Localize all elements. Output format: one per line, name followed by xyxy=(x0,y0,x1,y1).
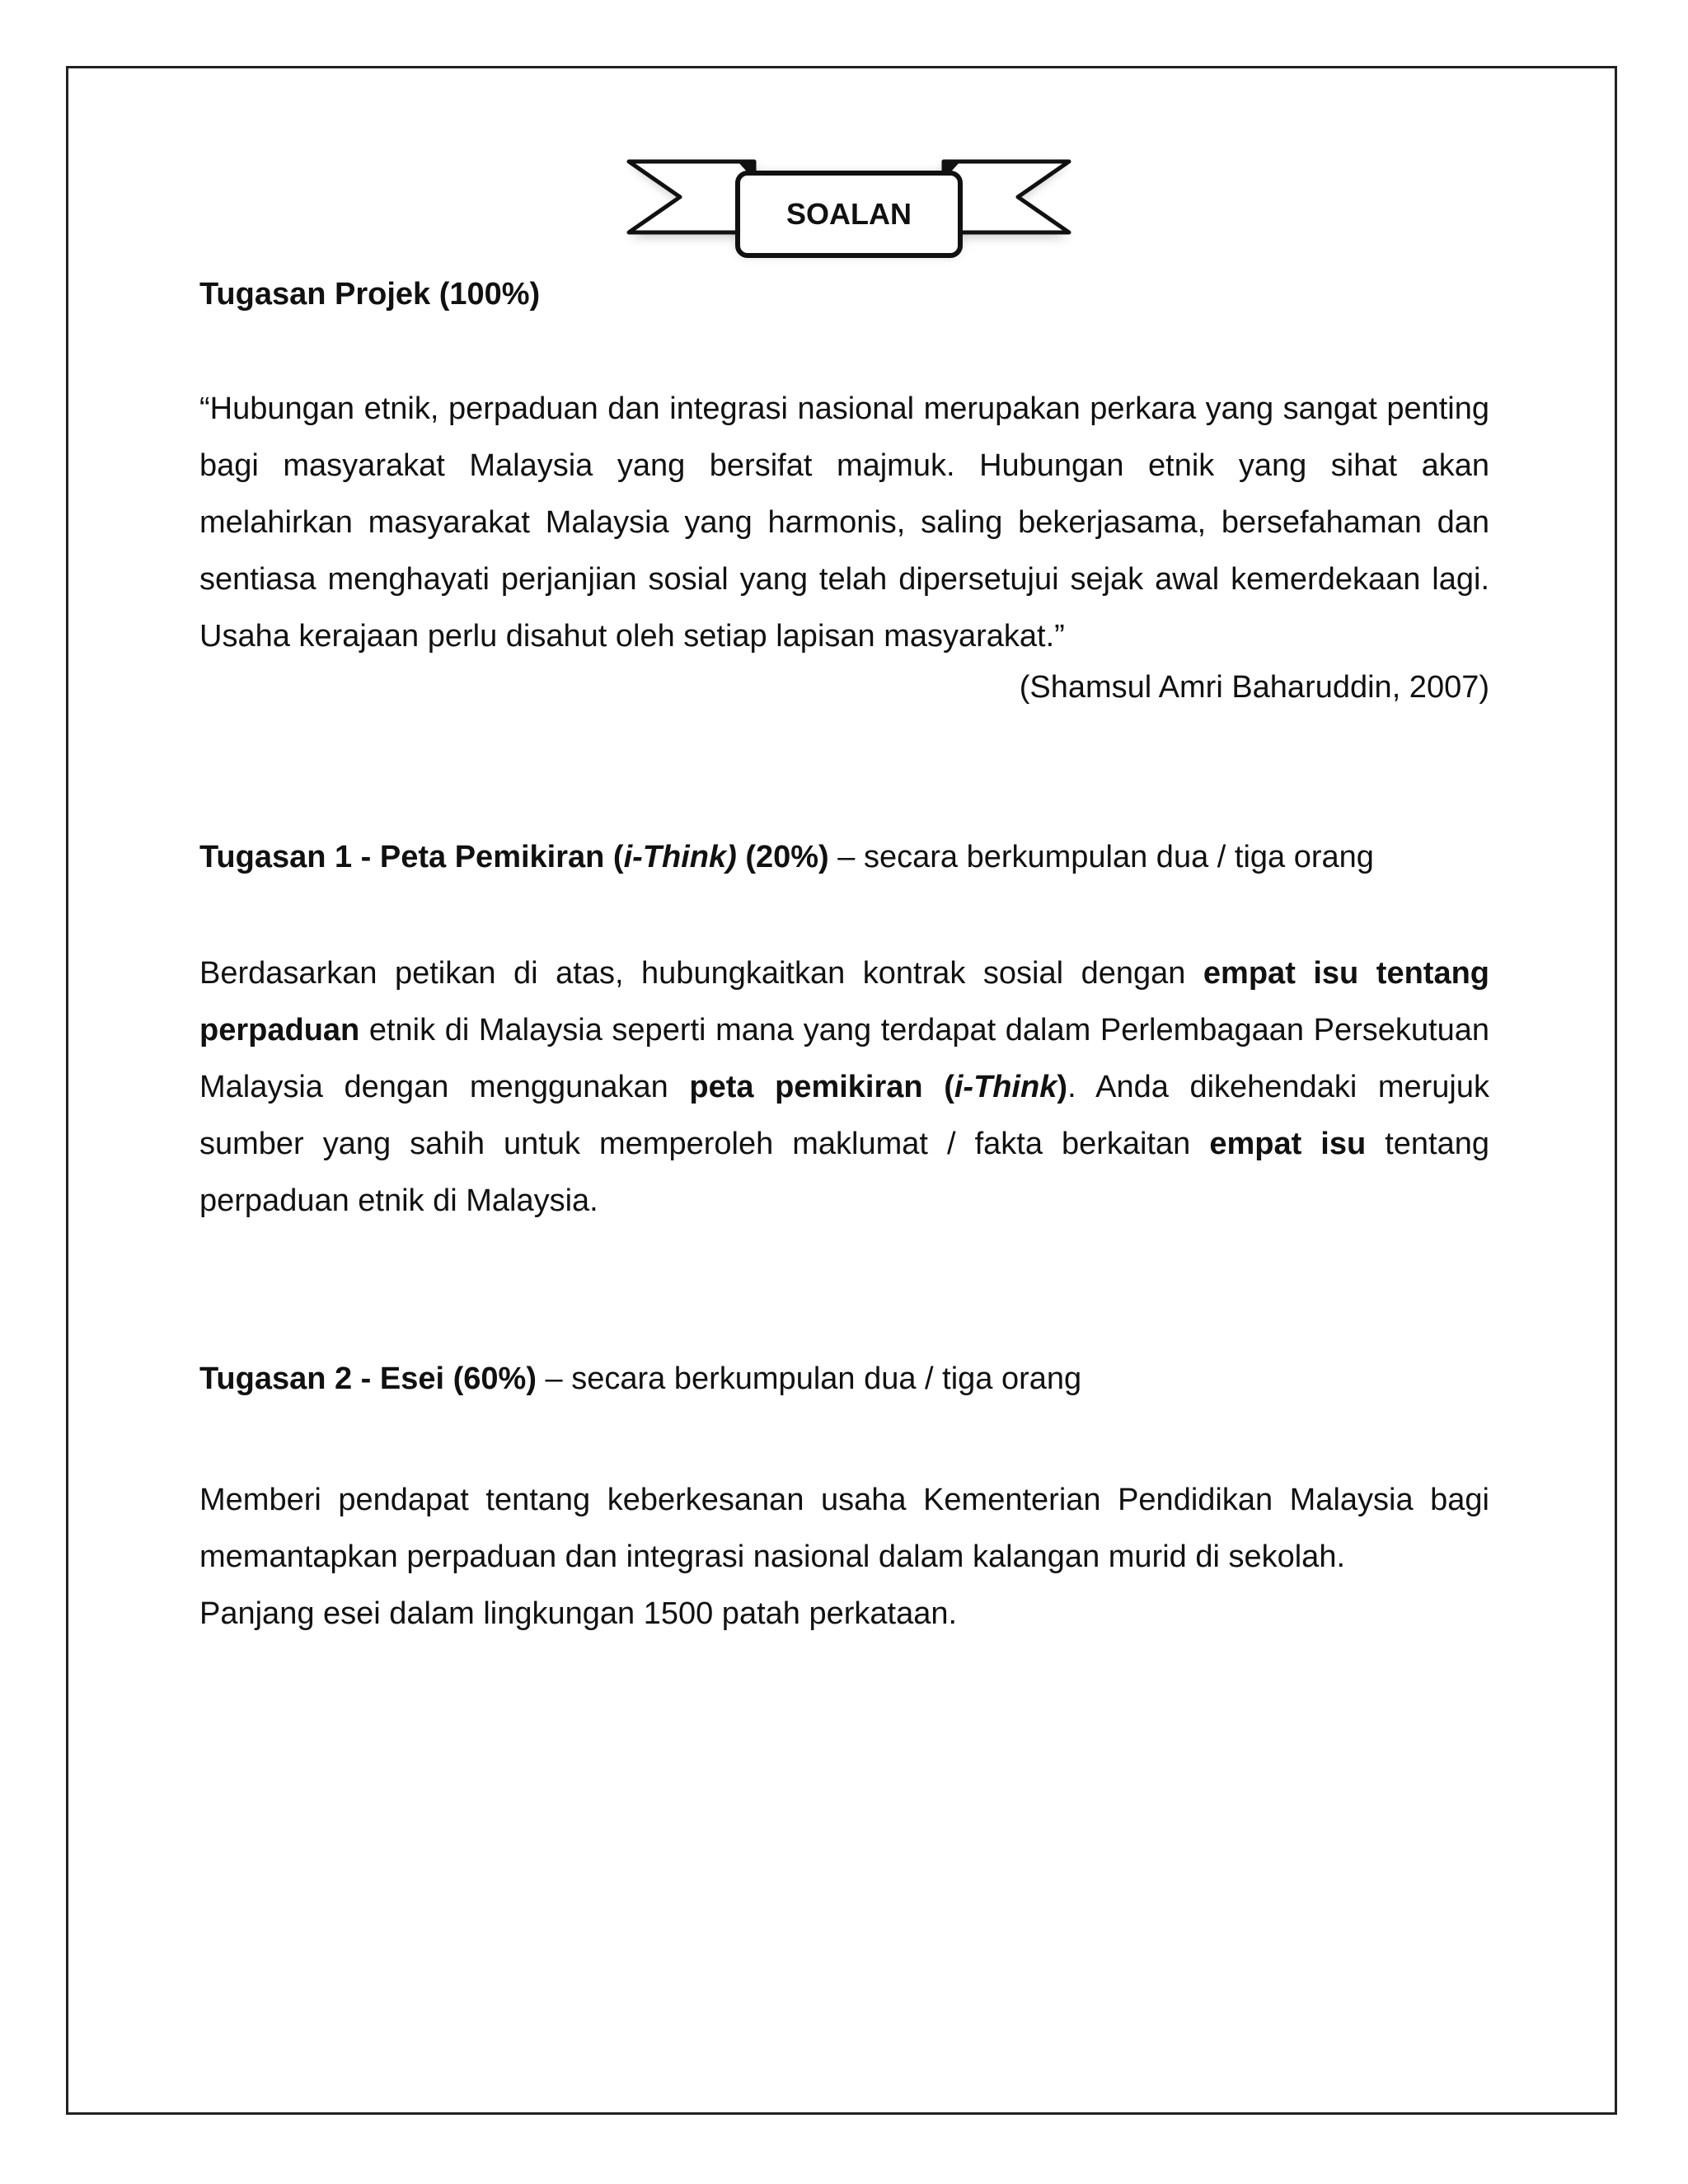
task1-body-part-1: Berdasarkan petikan di atas, hubungkaitkan kontrak sosial dengan xyxy=(199,956,1203,991)
quote-citation: (Shamsul Amri Baharuddin, 2007) xyxy=(1019,670,1489,705)
task1-heading-italic: i-Think) xyxy=(623,840,737,874)
document-content xyxy=(199,272,1489,1643)
task1-body-bold-3: empat isu xyxy=(1209,1127,1367,1161)
task1-heading-bold-b: (20%) xyxy=(736,840,829,874)
task1-body xyxy=(199,945,1489,1230)
task1-heading-bold-a: Tugasan 1 - Peta Pemikiran ( xyxy=(199,840,624,874)
project-heading-text: Tugasan Projek (100%) xyxy=(199,277,541,312)
task1-body-bold-italic: i-Think xyxy=(954,1070,1057,1104)
task1-body-part-3: . Anda dikehendaki merujuk sumber yang sahih untuk memperoleh maklumat / fakta berkaitan xyxy=(199,1070,1490,1161)
task2-heading-bold: Tugasan 2 - Esei (60%) xyxy=(199,1361,537,1396)
task2-body: Memberi pendapat tentang keberkesanan usaha Kementerian Pendidikan Malaysia bagi memantapkan perpaduan dan integrasi nasional dalam kalangan murid di sekolah. xyxy=(199,1483,1489,1574)
task2-length-note: Panjang esei dalam lingkungan 1500 patah perkataan. xyxy=(199,1596,958,1631)
task1-heading xyxy=(199,835,1489,879)
task1-body-bold-1: empat isu tentang perpaduan xyxy=(199,956,1490,1047)
task1-body-bold-2a: peta pemikiran ( xyxy=(689,1070,954,1104)
project-heading xyxy=(199,272,1489,316)
task1-body-part-4: tentang perpaduan etnik di Malaysia. xyxy=(199,1127,1489,1218)
task2-heading-rest: – secara berkumpulan dua / tiga orang xyxy=(536,1361,1082,1396)
task2-heading xyxy=(199,1357,1489,1401)
task1-body-bold-2b: ) xyxy=(1057,1070,1068,1104)
banner-title: SOALAN xyxy=(786,197,912,231)
task1-body-part-2: etnik di Malaysia seperti mana yang terdapat dalam Perlembagaan Persekutuan Malaysia dengan menggunakan xyxy=(199,1013,1489,1104)
task1-heading-rest: – secara berkumpulan dua / tiga orang xyxy=(828,840,1374,874)
soalan-banner xyxy=(622,147,1076,270)
quote-paragraph: “Hubungan etnik, perpaduan dan integrasi nasional merupakan perkara yang sangat penting bagi masyarakat Malaysia yang bersifat majmuk. Hubungan etnik yang sihat akan melahirkan masyarakat Malaysia yang harmonis, saling bekerjasama, bersefahaman dan sentiasa menghayati perjanjian sosial yang telah dipersetujui sejak awal kemerdekaan lagi. Usaha kerajaan perlu disahut oleh setiap lapisan masyarakat.” xyxy=(199,391,1489,654)
